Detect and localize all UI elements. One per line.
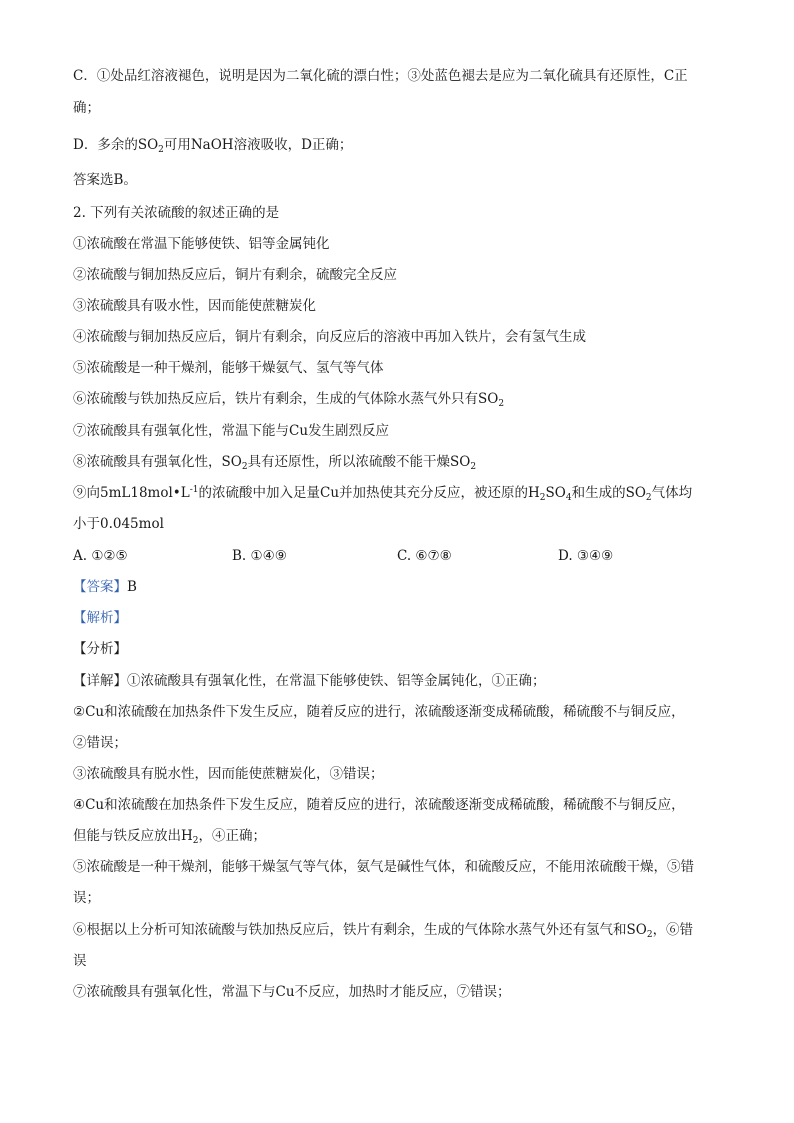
statement-7: ⑦浓硫酸具有强氧化性，常温下能与Cu发生剧烈反应 [73, 423, 390, 439]
previous-answer: 答案选B。 [73, 172, 137, 188]
answer-tag: 【答案】 [73, 579, 127, 595]
statement-1: ①浓硫酸在常温下能够使铁、铝等金属钝化 [73, 236, 330, 252]
detail-2: ②Cu和浓硫酸在加热条件下发生反应，随着反应的进行，浓硫酸逐渐变成稀硫酸，稀硫酸不与铜反应， [73, 704, 685, 720]
answer-options [73, 546, 753, 566]
option-c-explanation-cont: 确； [73, 100, 100, 116]
option-c-explanation: C．①处品红溶液褪色，说明是因为二氧化硫的漂白性；③处蓝色褪去是应为二氧化硫具有还原性，C正 [73, 68, 688, 84]
option-b: B. ①④⑨ [232, 548, 287, 564]
statement-8: ⑧浓硫酸具有强氧化性，$SO_2$具有还原性，所以浓硫酸不能干燥$SO_2$ [73, 454, 477, 472]
detail-5: ⑤浓硫酸是一种干燥剂，能够干燥氢气等气体，氨气是碱性气体，和硫酸反应，不能用浓硫酸干燥，⑤错 [73, 859, 694, 875]
statement-9-cont: 小于0.045mol [73, 516, 164, 532]
detail-3: ③浓硫酸具有脱水性，因而能使蔗糖炭化，③错误； [73, 766, 384, 782]
detail-6: ⑥根据以上分析可知浓硫酸与铁加热反应后，铁片有剩余，生成的气体除水蒸气外还有氢气和$SO_2$，⑥错 [73, 922, 694, 940]
detail-tag: 【详解】 [73, 673, 127, 689]
answer-value: B [127, 579, 137, 595]
statement-2: ②浓硫酸与铜加热反应后，铜片有剩余，硫酸完全反应 [73, 267, 397, 283]
option-a: A. ①②⑤ [73, 548, 128, 564]
analysis-heading: 【解析】 [73, 610, 127, 626]
answer-line [73, 577, 734, 597]
statement-6: ⑥浓硫酸与铁加热反应后，铁片有剩余，生成的气体除水蒸气外只有$SO_2$ [73, 391, 505, 409]
detail-1: 【详解】①浓硫酸具有强氧化性，在常温下能够使铁、铝等金属钝化，①正确； [73, 673, 546, 689]
option-c: C. ⑥⑦⑧ [397, 548, 452, 564]
detail-4: ④Cu和浓硫酸在加热条件下发生反应，随着反应的进行，浓硫酸逐渐变成稀硫酸，稀硫酸不与铜反应， [73, 797, 685, 813]
detail-7: ⑦浓硫酸具有强氧化性，常温下与Cu不反应，加热时才能反应，⑦错误； [73, 984, 511, 1000]
option-d: D. ③④⑨ [558, 548, 614, 564]
statement-4: ④浓硫酸与铜加热反应后，铜片有剩余，向反应后的溶液中再加入铁片，会有氢气生成 [73, 329, 586, 345]
fenxi-heading: 【分析】 [73, 641, 127, 657]
statement-3: ③浓硫酸具有吸水性，因而能使蔗糖炭化 [73, 298, 316, 314]
detail-5-cont: 误； [73, 890, 100, 906]
question-stem: 2. 下列有关浓硫酸的叙述正确的是 [73, 205, 280, 221]
detail-4-cont: 但能与铁反应放出$H_2$，④正确； [73, 828, 267, 846]
statement-5: ⑤浓硫酸是一种干燥剂，能够干燥氨气、氢气等气体 [73, 360, 384, 376]
option-d-explanation: D．多余的$SO_2$可用NaOH溶液吸收，D正确； [73, 137, 353, 155]
detail-6-cont: 误 [73, 953, 87, 969]
detail-2-cont: ②错误； [73, 735, 127, 751]
statement-9: ⑨向$5mL18mol•L^{-1}$的浓硫酸中加入足量Cu并加热使其充分反应，被还原的$H_2SO_4$和生成的$SO_2$气体均 [73, 485, 693, 503]
